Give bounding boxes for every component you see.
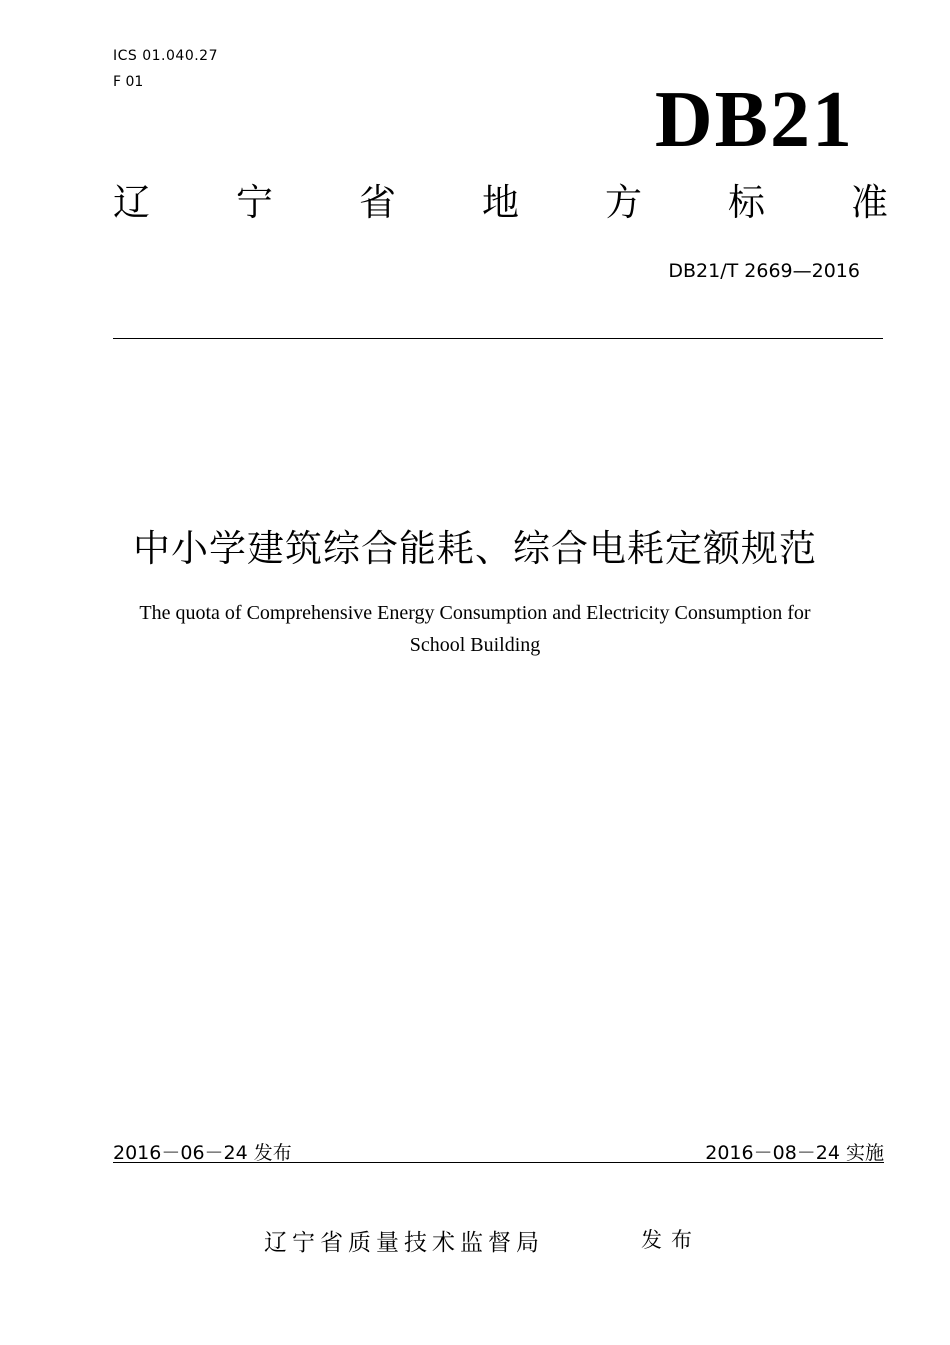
top-divider: [113, 338, 883, 339]
standard-type-char: 方: [605, 181, 642, 224]
standard-number: DB21/T 2669—2016: [668, 260, 860, 282]
implementation-date: 2016－08－24 实施: [705, 1142, 884, 1164]
ics-code: ICS 01.040.27: [113, 48, 218, 64]
standard-type-char: 宁: [236, 181, 273, 224]
english-title-line-2: School Building: [409, 634, 541, 656]
bottom-divider: [113, 1162, 884, 1163]
standard-type-char: 地: [482, 181, 519, 224]
english-title-line-1: The quota of Comprehensive Energy Consumption and Electricity Consumption for: [139, 602, 811, 624]
issue-date: 2016－06－24 发布: [113, 1142, 292, 1164]
classification-code: F 01: [113, 74, 144, 90]
standard-type-char: 省: [359, 181, 396, 224]
standard-type-char: 标: [728, 181, 765, 224]
db-logo: DB21: [654, 76, 854, 164]
publisher-name: 辽宁省质量技术监督局: [264, 1230, 544, 1256]
standard-type-heading: [113, 181, 888, 224]
standard-type-char: 准: [851, 181, 888, 224]
publish-label: 发布: [641, 1228, 701, 1252]
document-title-english: [0, 597, 950, 661]
document-title-chinese: 中小学建筑综合能耗、综合电耗定额规范: [133, 527, 817, 570]
standard-type-char: 辽: [113, 181, 150, 224]
